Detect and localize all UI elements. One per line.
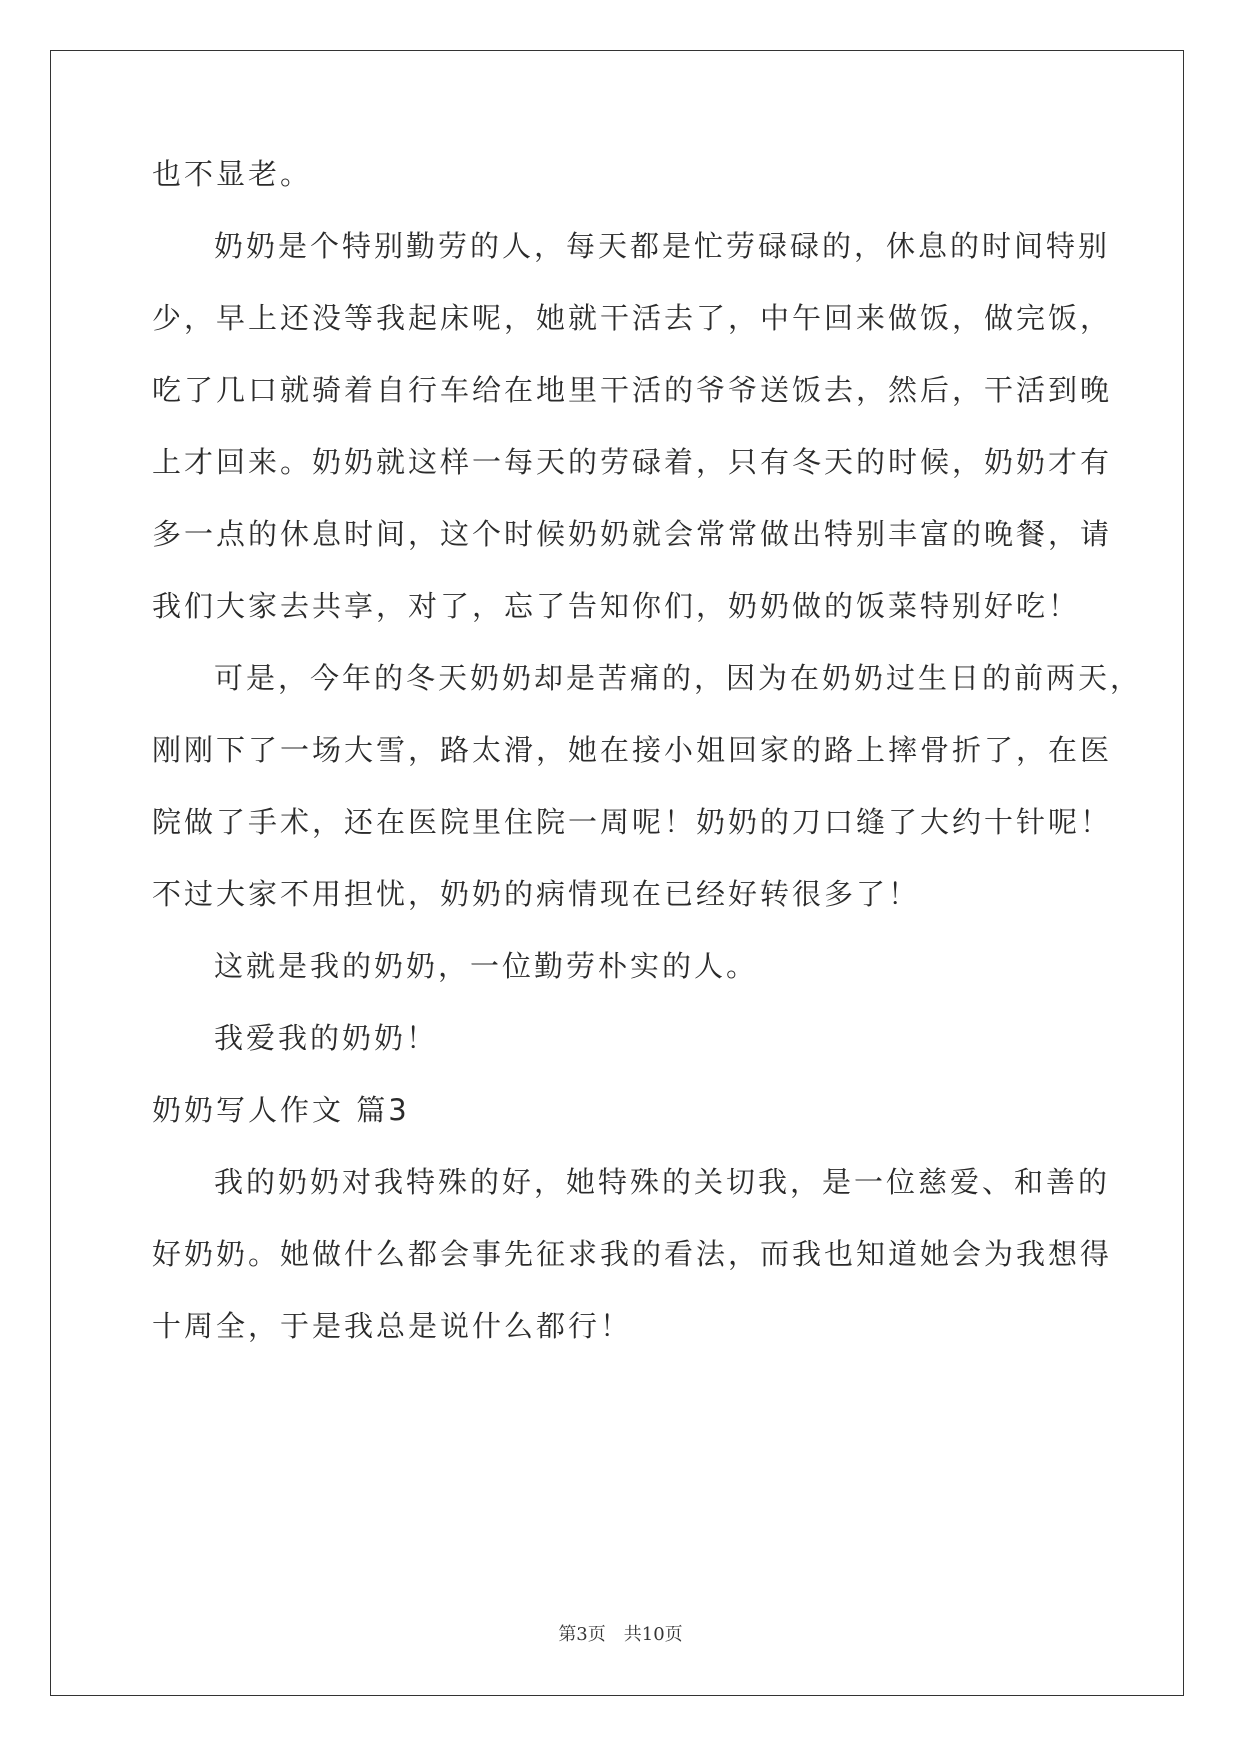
section-heading: 奶奶写人作文 篇3: [152, 1093, 410, 1127]
paragraph-line: 奶奶是个特别勤劳的人，每天都是忙劳碌碌的，休息的时间特别: [214, 229, 1111, 263]
paragraph-line: 这就是我的奶奶，一位勤劳朴实的人。: [214, 949, 759, 983]
text-line: 少，早上还没等我起床呢，她就干活去了，中午回来做饭，做完饭，: [152, 301, 1113, 335]
text-line: 多一点的休息时间，这个时候奶奶就会常常做出特别丰富的晚餐，请: [152, 517, 1113, 551]
text-line: 我们大家去共享，对了，忘了告知你们，奶奶做的饭菜特别好吃！: [152, 589, 1081, 623]
paragraph-line: 我爱我的奶奶！: [214, 1021, 439, 1055]
text-line: 好奶奶。她做什么都会事先征求我的看法，而我也知道她会为我想得: [152, 1237, 1113, 1271]
text-line: 不过大家不用担忧，奶奶的病情现在已经好转很多了！: [152, 877, 921, 911]
paragraph-line: 可是，今年的冬天奶奶却是苦痛的，因为在奶奶过生日的前两天，: [214, 661, 1143, 695]
text-line: 刚刚下了一场大雪，路太滑，她在接小姐回家的路上摔骨折了，在医: [152, 733, 1113, 767]
text-line: 吃了几口就骑着自行车给在地里干活的爷爷送饭去，然后，干活到晚: [152, 373, 1113, 407]
page-border: [50, 50, 1184, 1696]
text-line: 上才回来。奶奶就这样一每天的劳碌着，只有冬天的时候，奶奶才有: [152, 445, 1113, 479]
page-number: 第3页 共10页: [558, 1624, 683, 1645]
paragraph-line: 我的奶奶对我特殊的好，她特殊的关切我，是一位慈爱、和善的: [214, 1165, 1111, 1199]
text-line: 院做了手术，还在医院里住院一周呢！奶奶的刀口缝了大约十针呢！: [152, 805, 1113, 839]
text-line: 也不显老。: [152, 157, 313, 191]
text-line: 十周全，于是我总是说什么都行！: [152, 1309, 633, 1343]
